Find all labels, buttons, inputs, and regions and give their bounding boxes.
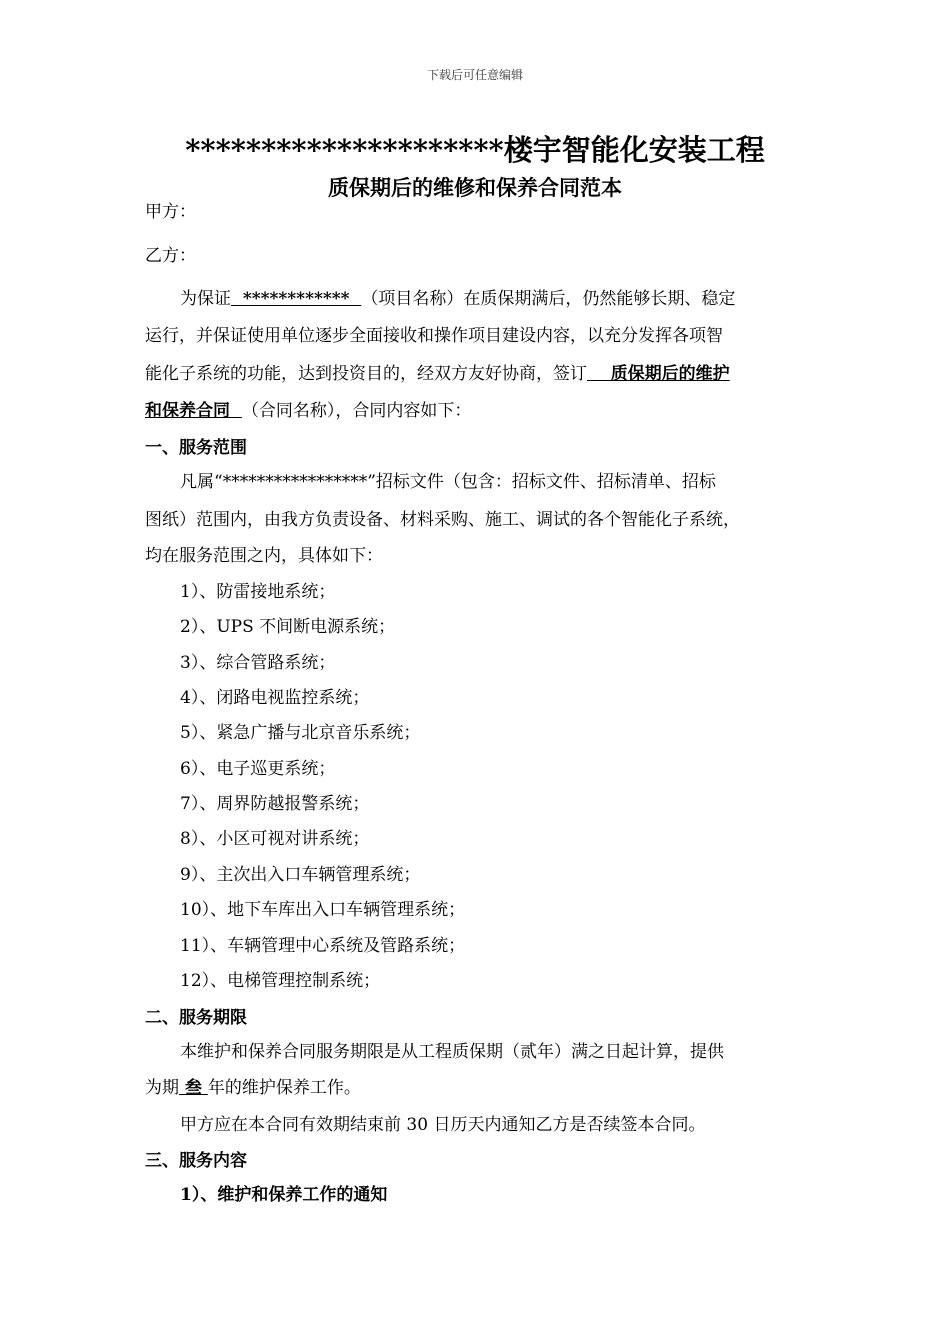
intro-line-3 (145, 362, 730, 386)
list-item: 8）、小区可视对讲系统； (180, 829, 370, 849)
service-term-prefix: 为期 (145, 1078, 179, 1098)
intro-prefix: 为保证 (180, 289, 231, 309)
list-item: 10）、地下车库出入口车辆管理系统； (180, 900, 466, 920)
list-item: 6）、电子巡更系统； (180, 759, 336, 779)
section-3-heading: 三、服务内容 (145, 1151, 247, 1171)
list-item: 1）、防雷接地系统； (180, 582, 336, 602)
list-item: 12）、电梯管理控制系统； (180, 971, 381, 991)
document-subtitle: 质保期后的维修和保养合同范本 (328, 175, 622, 200)
list-item: 9）、主次出入口车辆管理系统； (180, 865, 421, 885)
party-a-label: 甲方： (145, 202, 196, 222)
list-item: 11）、车辆管理中心系统及管路系统； (180, 936, 466, 956)
section-2-para-line-1: 本维护和保养合同服务期限是从工程质保期（贰年）满之日起计算，提供 (180, 1042, 724, 1062)
intro-line-1 (180, 287, 735, 311)
party-b-label: 乙方： (145, 246, 196, 266)
list-item: 5）、紧急广播与北京音乐系统； (180, 723, 421, 743)
service-term-suffix: 年的维护保养工作。 (207, 1078, 361, 1098)
document-title: *********************楼宇智能化安装工程 (185, 133, 765, 167)
contract-name-part-2: 和保养合同 (145, 401, 242, 421)
section-2-para-line-3: 甲方应在本合同有效期结束前 30 日历天内通知乙方是否续签本合同。 (180, 1115, 706, 1135)
section-3-subheading: 1）、维护和保养工作的通知 (180, 1185, 388, 1205)
section-2-heading: 二、服务期限 (145, 1008, 247, 1028)
intro-suffix: （项目名称）在质保期满后，仍然能够长期、稳定 (361, 289, 736, 309)
section-1-para-line-2: 图纸）范围内，由我方负责设备、材料采购、施工、调试的各个智能化子系统， (145, 510, 740, 530)
section-2-para-line-2 (145, 1076, 361, 1100)
intro-line-4-text: （合同名称），合同内容如下： (241, 401, 472, 421)
section-1-para-line-1: 凡属“*****************”招标文件（包含：招标文件、招标清单、招标 (180, 472, 716, 492)
list-item: 7）、周界防越报警系统； (180, 794, 370, 814)
list-item: 4）、闭路电视监控系统； (180, 688, 370, 708)
service-years-blank: 叁 (179, 1078, 208, 1098)
contract-name-part-1: 质保期后的维护 (587, 364, 730, 384)
list-item: 2）、UPS 不间断电源系统； (180, 617, 396, 637)
intro-line-4 (145, 399, 471, 423)
page-header-note: 下载后可任意编辑 (426, 68, 523, 82)
intro-line-2: 运行，并保证使用单位逐步全面接收和操作项目建设内容，以充分发挥各项智 (145, 326, 723, 346)
intro-line-3-text: 能化子系统的功能，达到投资目的，经双方友好协商，签订 (145, 364, 587, 384)
section-1-heading: 一、服务范围 (145, 438, 247, 458)
project-name-blank: ************ (231, 289, 362, 309)
section-1-para-line-3: 均在服务范围之内，具体如下： (145, 546, 383, 566)
list-item: 3）、综合管路系统； (180, 653, 336, 673)
